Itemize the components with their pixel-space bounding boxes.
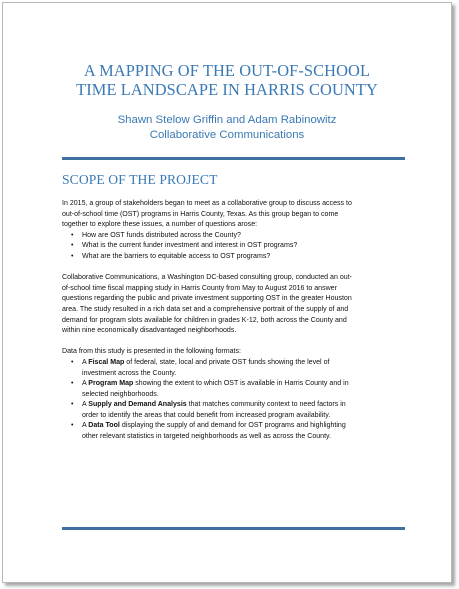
document-page bbox=[2, 2, 452, 583]
top-divider bbox=[62, 157, 405, 160]
title-line-2: TIME LANDSCAPE IN HARRIS COUNTY bbox=[76, 80, 378, 99]
list-item: • A Data Tool displaying the supply of and demand for OST programs and highlighting other relevant statistics in targeted neighborhoods as well as across the County. bbox=[82, 421, 407, 442]
list-item: • What is the current funder investment and interest in OST programs? bbox=[82, 241, 407, 252]
formats-list bbox=[62, 358, 407, 443]
document-title bbox=[3, 61, 451, 99]
list-item: • How are OST funds distributed across the County? bbox=[82, 231, 407, 242]
section-heading: SCOPE OF THE PROJECT bbox=[62, 172, 218, 187]
intro-paragraph bbox=[62, 199, 407, 231]
study-line: questions regarding the public and private investment supporting OST in the greater Houston bbox=[62, 295, 352, 303]
intro-line: out-of-school time (OST) programs in Harris County, Texas. As this group began to come bbox=[62, 210, 339, 218]
author-organization: Collaborative Communications bbox=[149, 129, 305, 141]
formats-intro: Data from this study is presented in the following formats: bbox=[62, 348, 241, 356]
format-name: Fiscal Map bbox=[88, 358, 125, 366]
bottom-divider bbox=[62, 527, 405, 530]
intro-line: In 2015, a group of stakeholders began to meet as a collaborative group to discuss access to bbox=[62, 200, 352, 207]
study-paragraph bbox=[62, 273, 407, 337]
format-name: Data Tool bbox=[88, 422, 120, 430]
title-line-1: A MAPPING OF THE OUT-OF-SCHOOL bbox=[83, 61, 371, 80]
study-line: demand for program slots available for children in grades K-12, both across the County and bbox=[62, 316, 347, 324]
author-names: Shawn Stelow Griffin and Adam Rabinowitz bbox=[117, 114, 337, 126]
study-line: Collaborative Communications, a Washington DC-based consulting group, conducted an out- bbox=[62, 274, 352, 282]
list-item: • A Fiscal Map of federal, state, local and private OST funds showing the level of investment across the County. bbox=[82, 358, 407, 379]
list-item: • A Supply and Demand Analysis that matches community context to need factors in order to identify the areas that could benefit from increased program availability. bbox=[82, 400, 407, 421]
list-item: • What are the barriers to equitable access to OST programs? bbox=[82, 252, 407, 263]
list-item: • A Program Map showing the extent to which OST is available in Harris County and in selected neighborhoods. bbox=[82, 379, 407, 400]
body-text bbox=[62, 199, 407, 443]
author-block bbox=[3, 113, 451, 143]
format-name: Program Map bbox=[88, 380, 134, 388]
format-name: Supply and Demand Analysis bbox=[88, 401, 187, 409]
study-line: area. The study resulted in a rich data set and a comprehensive portrait of the supply of and bbox=[62, 305, 349, 313]
study-line: of-school time fiscal mapping study in Harris County from May to August 2016 to answer bbox=[62, 284, 337, 292]
study-line: within nine economically disadvantaged neighborhoods. bbox=[62, 327, 237, 335]
intro-line: together to explore these issues, a number of questions arose: bbox=[62, 221, 258, 229]
questions-list bbox=[62, 231, 407, 263]
